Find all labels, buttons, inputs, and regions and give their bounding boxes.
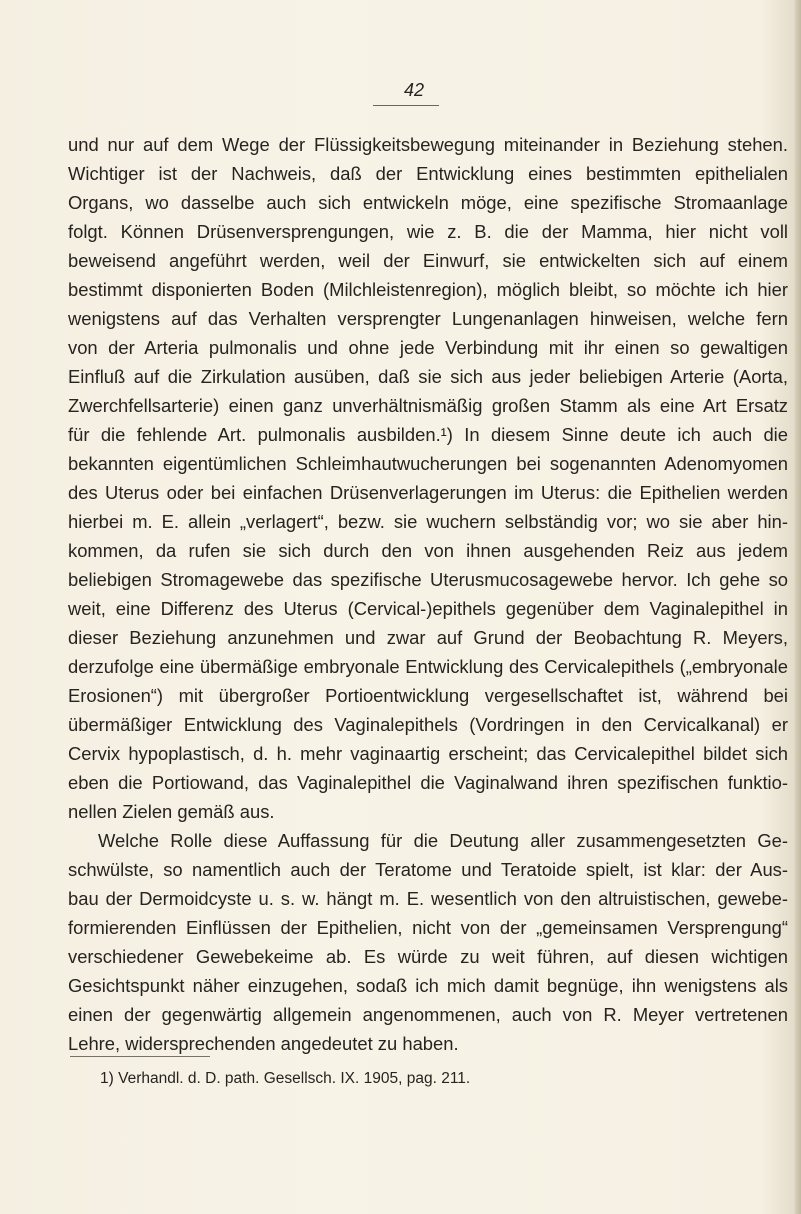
text-line: derzufolge eine übermäßige embryonale Entwicklung des Cervicalepithels („embryonale: [68, 656, 788, 677]
text-line: bestimmt disponierten Boden (Milchleistenregion), möglich bleibt, so möchte ich hier: [68, 279, 788, 300]
text-line: dieser Beziehung anzunehmen und zwar auf Grund der Beobachtung R. Meyers,: [68, 627, 788, 648]
footnote-rule: [70, 1056, 210, 1057]
text-line: wenigstens auf das Verhalten versprengter Lungenanlagen hinweisen, welche fern: [68, 308, 788, 329]
body-text: [68, 130, 788, 1058]
text-line: und nur auf dem Wege der Flüssigkeitsbewegung miteinander in Beziehung stehen.: [68, 134, 788, 155]
text-line: kommen, da rufen sie sich durch den von ihnen ausgehenden Reiz aus jedem: [68, 540, 788, 561]
text-line: folgt. Können Drüsenversprengungen, wie z. B. die der Mamma, hier nicht voll: [68, 221, 788, 242]
text-line: des Uterus oder bei einfachen Drüsenverlagerungen im Uterus: die Epithelien werden: [68, 482, 788, 503]
page-edge-shadow: [795, 0, 801, 1214]
text-line: Cervix hypoplastisch, d. h. mehr vaginaartig erscheint; das Cervicalepithel bildet sich: [68, 743, 788, 764]
text-line: Wichtiger ist der Nachweis, daß der Entwicklung eines bestimmten epithelialen: [68, 163, 788, 184]
footnote: 1) Verhandl. d. D. path. Gesellsch. IX. 1905, pag. 211.: [100, 1070, 471, 1087]
text-line: verschiedener Gewebekeime ab. Es würde zu weit führen, auf diesen wichtigen: [68, 946, 788, 967]
text-line: Einfluß auf die Zirkulation ausüben, daß sie sich aus jeder beliebigen Arterie (Aorta,: [68, 366, 788, 387]
text-line: Lehre, widersprechenden angedeutet zu haben.: [68, 1033, 459, 1054]
text-line: Zwerchfellsarterie) einen ganz unverhältnismäßig großen Stamm als eine Art Ersatz: [68, 395, 788, 416]
page-number: 42: [403, 80, 425, 100]
text-line: Gesichtspunkt näher einzugehen, sodaß ich mich damit begnüge, ihn wenigstens als: [68, 975, 788, 996]
text-line: bau der Dermoidcyste u. s. w. hängt m. E. wesentlich von den altruistischen, gewebe-: [68, 888, 788, 909]
text-line: beweisend angeführt werden, weil der Einwurf, sie entwickelten sich auf einem: [68, 250, 788, 271]
text-line: bekannten eigentümlichen Schleimhautwucherungen bei sogenannten Adenomyomen: [68, 453, 788, 474]
text-line: beliebigen Stromagewebe das spezifische Uterusmucosagewebe hervor. Ich gehe so: [68, 569, 788, 590]
text-line: Organs, wo dasselbe auch sich entwickeln möge, eine spezifische Stromaanlage: [68, 192, 788, 213]
text-line: eben die Portiowand, das Vaginalepithel die Vaginalwand ihren spezifischen funktio-: [68, 772, 788, 793]
text-line: von der Arteria pulmonalis und ohne jede Verbindung mit ihr einen so gewaltigen: [68, 337, 788, 358]
text-line: Welche Rolle diese Auffassung für die Deutung aller zusammengesetzten Ge-: [98, 830, 788, 851]
text-line: für die fehlende Art. pulmonalis ausbilden.¹) In diesem Sinne deute ich auch die: [68, 424, 788, 445]
text-line: Erosionen“) mit übergroßer Portioentwicklung vergesellschaftet ist, während bei: [68, 685, 788, 706]
text-line: übermäßiger Entwicklung des Vaginalepithels (Vordringen in den Cervicalkanal) er: [68, 714, 788, 735]
text-line: nellen Zielen gemäß aus.: [68, 801, 275, 822]
page-number-underline: [373, 105, 439, 106]
text-line: schwülste, so namentlich auch der Teratome und Teratoide spielt, ist klar: der Aus-: [68, 859, 788, 880]
text-line: einen der gegenwärtig allgemein angenommenen, auch von R. Meyer vertretenen: [68, 1004, 788, 1025]
text-line: hierbei m. E. allein „verlagert“, bezw. sie wuchern selbständig vor; wo sie aber hin-: [68, 511, 788, 532]
text-line: formierenden Einflüssen der Epithelien, nicht von der „gemeinsamen Versprengung“: [68, 917, 788, 938]
text-line: weit, eine Differenz des Uterus (Cervical-)epithels gegenüber dem Vaginalepithel in: [68, 598, 788, 619]
